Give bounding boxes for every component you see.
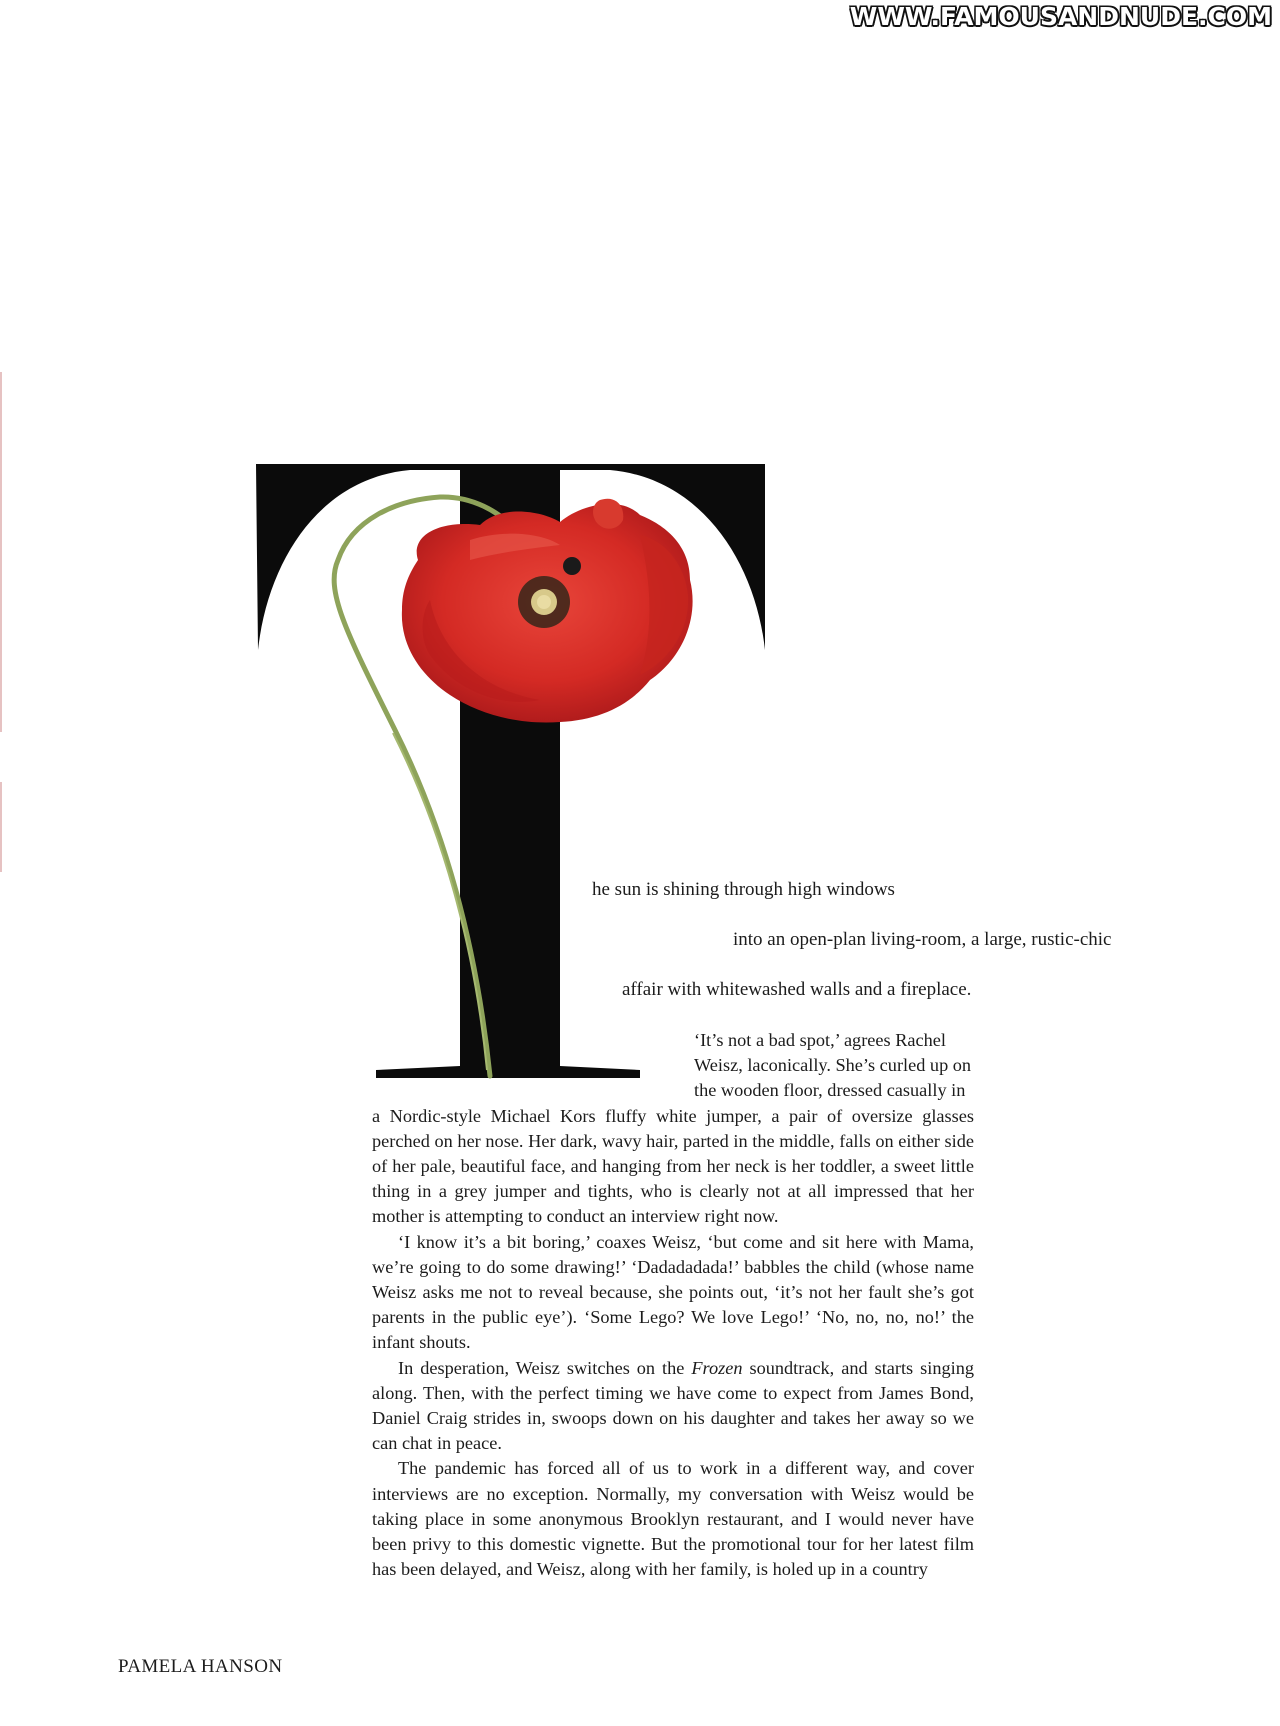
watermark: WWW.FAMOUSANDNUDE.COM — [849, 2, 1272, 31]
paragraph-3-before: In desperation, Weisz switches on the — [398, 1357, 692, 1378]
paragraph-1-line: Weisz, laconically. She’s curled up on — [694, 1055, 972, 1076]
lead-line-3: affair with whitewashed walls and a fireplace. — [622, 979, 972, 1000]
paragraph-3-after: soundtrack, and starts singing along. Then, with the perfect timing we have come to expect from James Bond, Daniel Craig strides in, swoops down on his daughter and takes her away so we can chat in peace. — [372, 1357, 974, 1454]
article-body — [372, 1028, 974, 1582]
photo-credit: PAMELA HANSON — [118, 1656, 283, 1677]
frozen-title: Frozen — [691, 1357, 743, 1378]
lead-line-2: into an open-plan living-room, a large, rustic-chic — [733, 929, 1112, 950]
paragraph-1-line: the wooden floor, dressed casually in — [694, 1080, 966, 1101]
paragraph-4: The pandemic has forced all of us to work in a different way, and cover interviews are no exception. Normally, my conversation with Weisz would be taking place in some anonymous Brooklyn restaurant, and I would never have been privy to this domestic vignette. But the promotional tour for her latest film has been delayed, and Weisz, along with her family, is holed up in a country — [372, 1458, 974, 1580]
paragraph-2: ‘I know it’s a bit boring,’ coaxes Weisz, ‘but come and sit here with Mama, we’re going to do some drawing!’ ‘Dadadadada!’ babbles the child (whose name Weisz asks me not to reveal because, she points out, ‘it’s not her fault she’s got parents in the public eye’). ‘Some Lego? We love Lego!’ ‘No, no, no, no!’ the infant shouts. — [372, 1231, 974, 1353]
lead-line-1: he sun is shining through high windows — [592, 879, 895, 900]
paragraph-1-rest: a Nordic-style Michael Kors fluffy white jumper, a pair of oversize glasses perched on her nose. Her dark, wavy hair, parted in the middle, falls on either side of her pale, beautiful face, and hanging from her neck is her toddler, a sweet little thing in a grey jumper and tights, who is clearly not at all impressed that her mother is attempting to conduct an interview right now. — [372, 1105, 974, 1227]
poppy-flower — [402, 499, 693, 723]
paragraph-3 — [372, 1356, 974, 1457]
paragraph-1-line: ‘It’s not a bad spot,’ agrees Rachel — [694, 1030, 946, 1050]
